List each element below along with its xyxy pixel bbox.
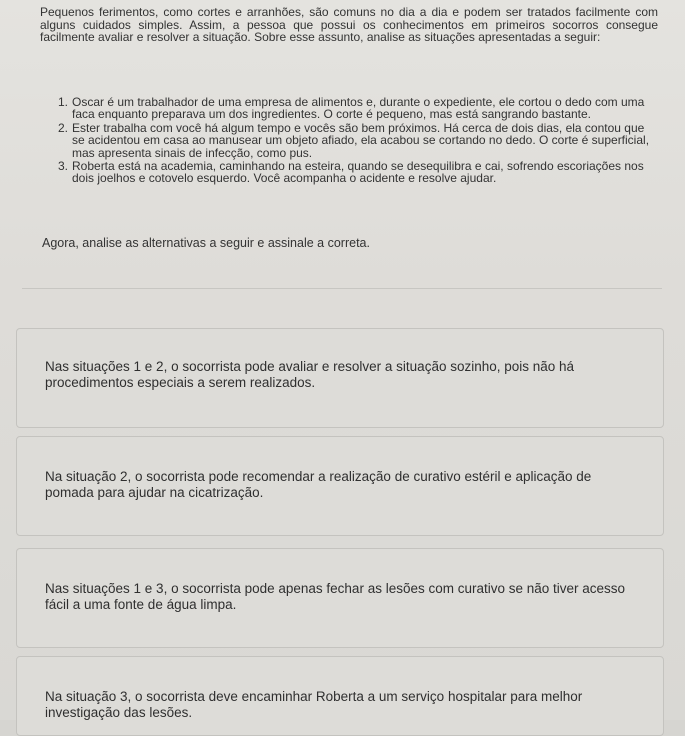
situation-item <box>56 122 660 159</box>
answer-option-1[interactable] <box>16 328 664 428</box>
answer-option-text: Na situação 3, o socorrista deve encaminhar Roberta a um serviço hospitalar para melhor investigação das lesões. <box>45 689 583 720</box>
question-prompt: Agora, analise as alternativas a seguir e assinale a correta. <box>42 236 370 250</box>
situation-text: Roberta está na academia, caminhando na esteira, quando se desequilibra e cai, sofrendo escoriações nos dois joelhos e cotovelo esquerdo. Você acompanha o acidente e resolve ajudar. <box>72 159 644 186</box>
answer-option-text: Nas situações 1 e 3, o socorrista pode apenas fechar as lesões com curativo se não tiver acesso fácil a uma fonte de água limpa. <box>45 581 626 612</box>
answer-option-4[interactable] <box>16 656 664 736</box>
situation-text: Oscar é um trabalhador de uma empresa de alimentos e, durante o expediente, ele cortou o dedo com uma faca enquanto preparava um dos ingredientes. O corte é pequeno, mas está sangrando bastante. <box>72 95 645 122</box>
situations-list <box>56 96 660 186</box>
divider <box>22 288 662 289</box>
situation-number: 1. <box>58 95 69 109</box>
situation-item <box>56 96 660 121</box>
answer-option-text: Nas situações 1 e 2, o socorrista pode avaliar e resolver a situação sozinho, pois não há procedimentos especiais a serem realizados. <box>45 359 575 390</box>
question-intro: Pequenos ferimentos, como cortes e arranhões, são comuns no dia a dia e podem ser tratados facilmente com alguns cuidados simples. Assim, a pessoa que possui os conhecimentos em primeiros socorros consegue facilmente avaliar e resolver a situação. Sobre esse assunto, analise as situações apresentadas a seguir: <box>40 5 658 45</box>
answer-option-text: Na situação 2, o socorrista pode recomendar a realização de curativo estéril e aplicação de pomada para ajudar na cicatrização. <box>45 469 592 500</box>
situation-text: Ester trabalha com você há algum tempo e vocês são bem próximos. Há cerca de dois dias, ela contou que se acidentou em casa ao manusear um objeto afiado, ela acabou se cortando no dedo. O corte é superficial, mas apresenta sinais de infecção, como pus. <box>72 120 650 160</box>
situation-number: 2. <box>58 120 69 135</box>
situation-item <box>56 160 660 185</box>
answer-option-3[interactable] <box>16 548 664 648</box>
answer-option-2[interactable] <box>16 436 664 536</box>
situation-number: 3. <box>58 159 69 174</box>
